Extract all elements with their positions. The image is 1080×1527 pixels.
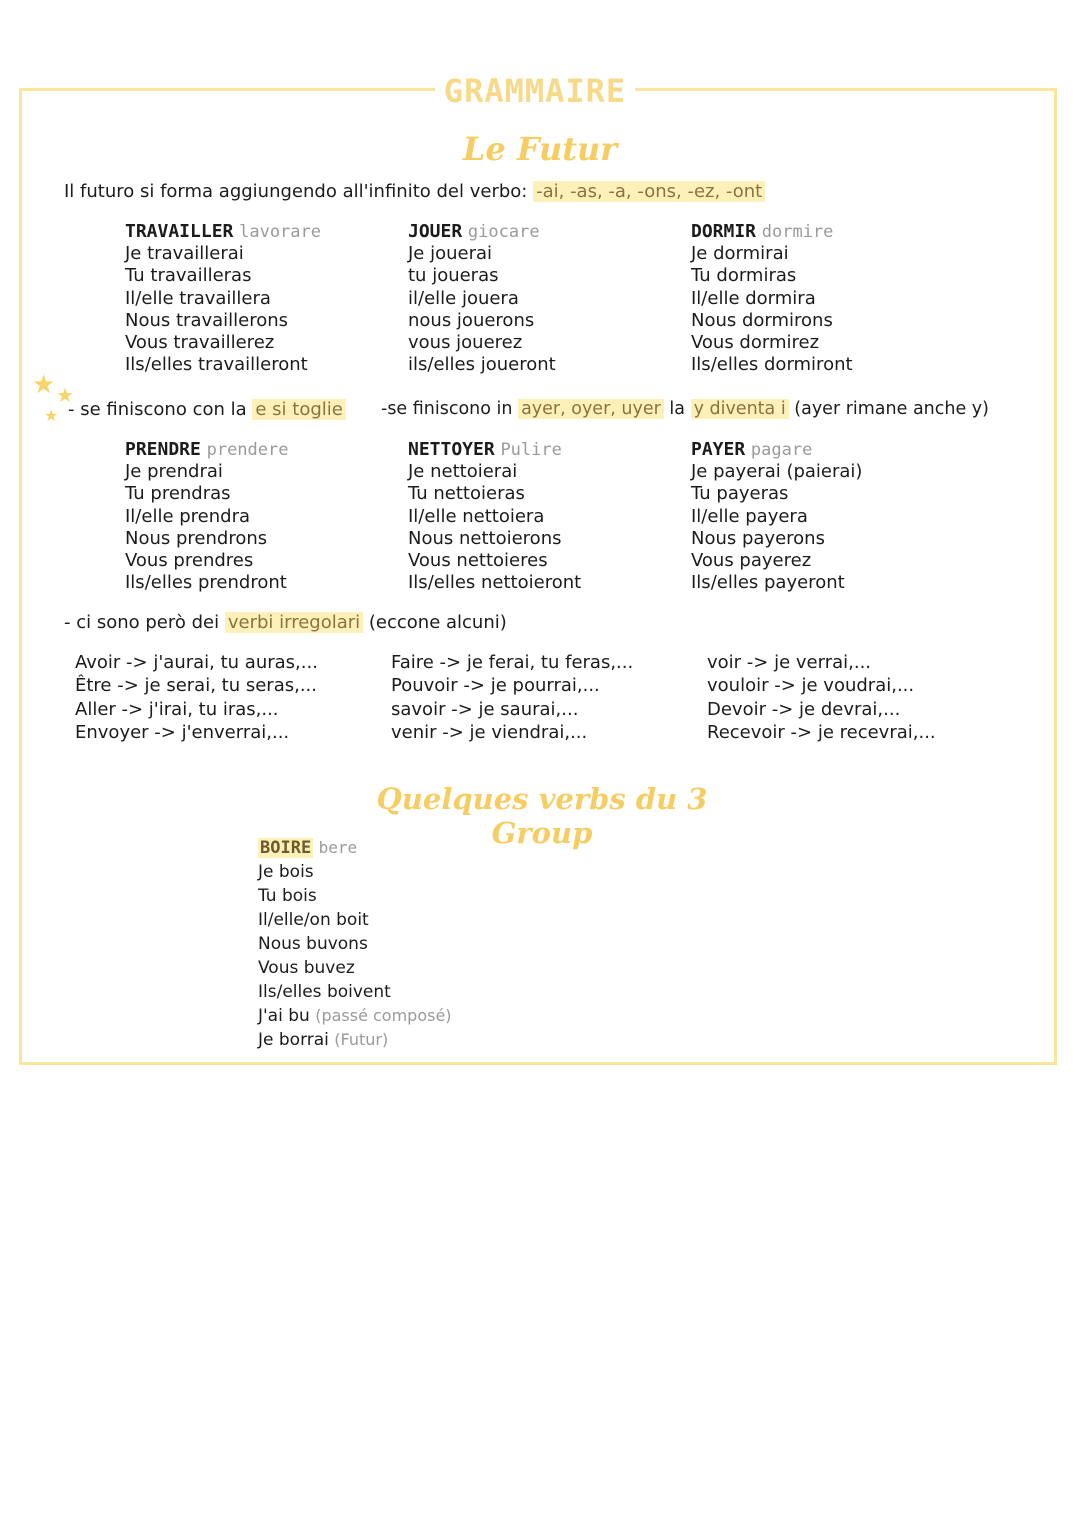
form: Vous payerez [691,550,812,572]
rule-highlight: y diventa i [691,399,789,419]
form: Ils/elles prendront [125,572,287,594]
irregular-item: voir -> je verrai,... [707,652,872,673]
form: Vous dormirez [691,332,820,354]
form: Tu dormiras [691,265,797,287]
verb-name: PAYER [691,439,746,460]
form: Ils/elles payeront [691,572,845,594]
form: Vous prendres [125,550,254,572]
form: il/elle jouera [408,287,519,309]
form: vous jouerez [408,332,523,354]
form: Je prendrai [125,461,223,483]
form: Vous nettoieres [408,550,548,572]
irregular-item: Faire -> je ferai, tu feras,... [391,652,634,673]
conjugation-payer [691,439,862,594]
irregular-item: Être -> je serai, tu seras,... [75,675,317,697]
rule-y-to-i [381,399,989,419]
verb-name: DORMIR [691,221,757,242]
conjugation-nettoyer [408,439,581,594]
verb-name: TRAVAILLER [125,221,234,242]
conjugation-prendre [125,439,288,594]
form: Nous dormirons [691,309,833,331]
form: ils/elles joueront [408,354,556,376]
conjugation-boire [258,836,452,1052]
rule-highlight: ayer, oyer, uyer [518,399,664,419]
intro-sentence: Il futuro si forma aggiungendo all'infinito del verbo: [64,181,528,202]
irregular-item: Recevoir -> je recevrai,... [707,722,936,744]
irregular-item: venir -> je viendrai,... [391,722,588,744]
rule-text: (eccone alcuni) [368,612,507,633]
form: Tu payeras [691,483,789,505]
form: Nous buvons [258,934,368,954]
form: Nous payerons [691,527,825,549]
irregular-item: Avoir -> j'aurai, tu auras,... [75,652,318,673]
form: Tu nettoieras [408,483,525,505]
verb-name: BOIRE [260,838,312,858]
form: Je bois [258,862,314,882]
rule-text: la [669,399,685,419]
verb-translation: lavorare [239,222,321,242]
rule-text: -se finiscono in [381,399,513,419]
form: Tu prendras [125,483,231,505]
star-icon: ★ [32,370,56,400]
verb-translation: Pulire [500,440,562,460]
form: tu joueras [408,265,499,287]
form: Nous travaillerons [125,309,289,331]
form: Nous prendrons [125,527,268,549]
form: Vous travaillerez [125,332,275,354]
form: Tu bois [258,886,317,906]
form: Je travaillerai [125,243,244,265]
form: Je payerai (paierai) [691,461,863,483]
form: Ils/elles nettoieront [408,572,582,594]
verb-translation: pagare [750,440,813,460]
tense-note: (Futur) [334,1030,389,1049]
rule-e-drop [68,399,346,420]
irregular-item: vouloir -> je voudrai,... [707,675,915,697]
verb-name: PRENDRE [125,439,201,460]
conjugation-travailler [125,221,321,376]
intro-endings: -ai, -as, -a, -ons, -ez, -ont [533,181,765,202]
rule-highlight: verbi irregolari [225,612,363,633]
rule-highlight: e si toglie [252,399,345,420]
form: Il/elle prendra [125,505,251,527]
irregular-item: savoir -> je saurai,... [391,698,579,720]
page-subtitle: Le Futur [462,130,618,168]
form: Il/elle payera [691,505,808,527]
intro-text [64,181,765,202]
form: Vous buvez [258,958,355,978]
verb-name: JOUER [408,221,463,242]
form: Je dormirai [691,243,789,265]
form-passe: J'ai bu [258,1006,310,1026]
form-futur: Je borrai [258,1030,329,1050]
irregular-item: Pouvoir -> je pourrai,... [391,675,600,697]
form: Je jouerai [408,243,493,265]
form: Je nettoierai [408,461,518,483]
form: Il/elle nettoiera [408,505,545,527]
form: Il/elle dormira [691,287,816,309]
verb-translation: bere [318,838,358,857]
form: Ils/elles travailleront [125,354,308,376]
form: Ils/elles dormiront [691,354,853,376]
irregular-column-3 [707,651,936,745]
star-icon: ★ [44,406,59,425]
verb-name: NETTOYER [408,439,495,460]
verb-translation: giocare [467,222,540,242]
rule-text: - se finiscono con la [68,399,247,420]
tense-note: (passé composé) [315,1006,452,1025]
irregular-intro [64,612,507,633]
star-icon: ★ [56,383,74,407]
form: Il/elle/on boit [258,910,369,930]
conjugation-jouer [408,221,556,376]
conjugation-dormir [691,221,853,376]
irregular-column-1 [75,651,318,745]
form: Tu travailleras [125,265,252,287]
irregular-item: Envoyer -> j'enverrai,... [75,722,290,744]
form: Nous nettoierons [408,527,562,549]
page-title: GRAMMAIRE [435,72,635,110]
verb-translation: prendere [206,440,289,460]
section-title: Quelques verbs du 3 Group [376,782,708,850]
form: Il/elle travaillera [125,287,271,309]
irregular-column-2 [391,651,633,745]
rule-text: - ci sono però dei [64,612,220,633]
irregular-item: Aller -> j'irai, tu iras,... [75,698,279,720]
rule-text: (ayer rimane anche y) [794,399,989,419]
verb-translation: dormire [761,222,834,242]
irregular-item: Devoir -> je devrai,... [707,698,901,720]
form: nous jouerons [408,309,535,331]
form: Ils/elles boivent [258,982,391,1002]
